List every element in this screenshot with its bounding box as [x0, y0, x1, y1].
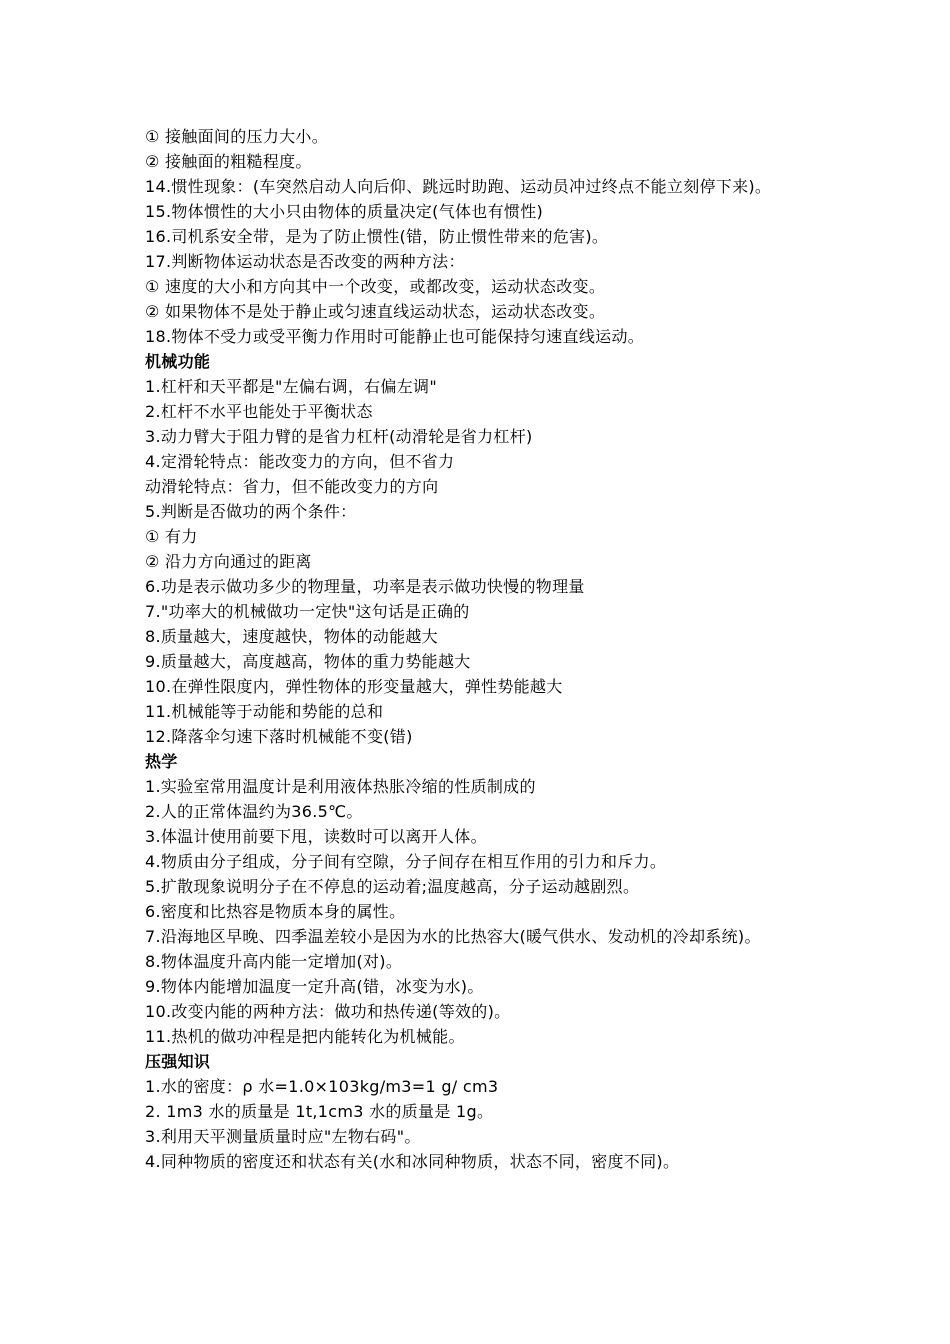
- text-line: 2. 1m3 水的质量是 1t,1cm3 水的质量是 1g。: [145, 1102, 494, 1121]
- text-line: 5.扩散现象说明分子在不停息的运动着;温度越高，分子运动越剧烈。: [145, 877, 640, 896]
- text-line: 11.热机的做功冲程是把内能转化为机械能。: [145, 1027, 465, 1046]
- text-line: 9.质量越大，高度越高，物体的重力势能越大: [145, 652, 471, 671]
- text-line: ② 沿力方向通过的距离: [145, 552, 312, 571]
- text-line: 1.杠杆和天平都是"左偏右调，右偏左调": [145, 377, 437, 396]
- text-line: 2.杠杆不水平也能处于平衡状态: [145, 402, 373, 421]
- text-line: ① 有力: [145, 527, 198, 546]
- text-line: 9.物体内能增加温度一定升高(错，冰变为水)。: [145, 977, 484, 996]
- text-line: 16.司机系安全带，是为了防止惯性(错，防止惯性带来的危害)。: [145, 227, 609, 246]
- text-line: 1.实验室常用温度计是利用液体热胀冷缩的性质制成的: [145, 777, 536, 796]
- text-line: 4.定滑轮特点：能改变力的方向，但不省力: [145, 452, 455, 471]
- section-heading: 压强知识: [145, 1052, 211, 1071]
- text-line: 3.动力臂大于阻力臂的是省力杠杆(动滑轮是省力杠杆): [145, 427, 533, 446]
- text-line: ② 如果物体不是处于静止或匀速直线运动状态，运动状态改变。: [145, 302, 606, 321]
- text-line: 17.判断物体运动状态是否改变的两种方法：: [145, 252, 465, 271]
- text-line: ① 接触面间的压力大小。: [145, 127, 329, 146]
- text-line: 7.沿海地区早晚、四季温差较小是因为水的比热容大(暖气供水、发动机的冷却系统)。: [145, 927, 761, 946]
- text-line: 8.物体温度升高内能一定增加(对)。: [145, 952, 403, 971]
- text-line: 6.功是表示做功多少的物理量，功率是表示做功快慢的物理量: [145, 577, 585, 596]
- text-line: 2.人的正常体温约为36.5℃。: [145, 802, 363, 821]
- text-line: 6.密度和比热容是物质本身的属性。: [145, 902, 406, 921]
- text-line: 12.降落伞匀速下落时机械能不变(错): [145, 727, 413, 746]
- text-line: ① 速度的大小和方向其中一个改变，或都改变，运动状态改变。: [145, 277, 606, 296]
- text-line: 7."功率大的机械做功一定快"这句话是正确的: [145, 602, 470, 621]
- section-heading: 热学: [145, 752, 178, 771]
- document-body: [145, 124, 813, 1174]
- text-line: 8.质量越大，速度越快，物体的动能越大: [145, 627, 438, 646]
- text-line: 18.物体不受力或受平衡力作用时可能静止也可能保持匀速直线运动。: [145, 327, 645, 346]
- text-line: 4.同种物质的密度还和状态有关(水和冰同种物质，状态不同，密度不同)。: [145, 1152, 680, 1171]
- text-line: 4.物质由分子组成，分子间有空隙，分子间存在相互作用的引力和斥力。: [145, 852, 667, 871]
- text-line: 11.机械能等于动能和势能的总和: [145, 702, 384, 721]
- text-line: 14.惯性现象：(车突然启动人向后仰、跳远时助跑、运动员冲过终点不能立刻停下来)。: [145, 177, 772, 196]
- text-line: 3.体温计使用前要下甩，读数时可以离开人体。: [145, 827, 487, 846]
- text-line: ② 接触面的粗糙程度。: [145, 152, 312, 171]
- text-line: 10.改变内能的两种方法：做功和热传递(等效的)。: [145, 1002, 511, 1021]
- text-line: 15.物体惯性的大小只由物体的质量决定(气体也有惯性): [145, 202, 544, 221]
- text-line: 1.水的密度：ρ 水=1.0×103kg/m3=1 g/ cm3: [145, 1077, 499, 1096]
- text-line: 5.判断是否做功的两个条件：: [145, 502, 357, 521]
- text-line: 动滑轮特点：省力，但不能改变力的方向: [145, 477, 439, 496]
- section-heading: 机械功能: [145, 352, 211, 371]
- text-line: 3.利用天平测量质量时应"左物右码"。: [145, 1127, 421, 1146]
- text-line: 10.在弹性限度内，弹性物体的形变量越大，弹性势能越大: [145, 677, 563, 696]
